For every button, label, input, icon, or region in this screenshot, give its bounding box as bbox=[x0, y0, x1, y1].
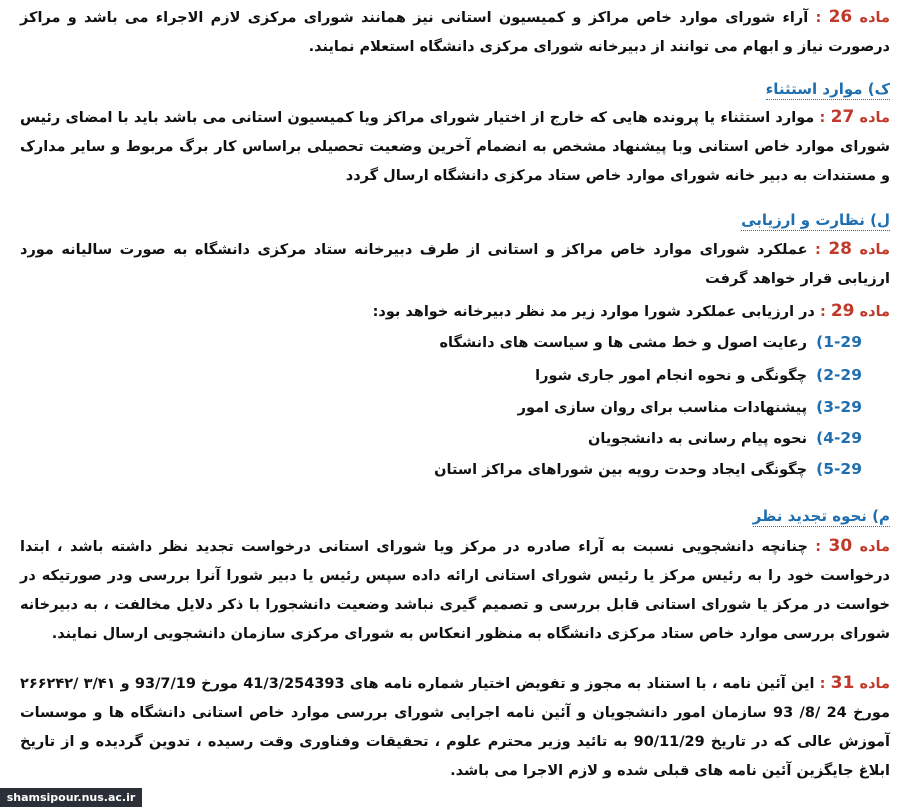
list-item bbox=[439, 329, 862, 356]
section-heading-k: ک) موارد استثناء bbox=[765, 80, 890, 98]
list-item-code: 2-29) bbox=[816, 366, 862, 384]
article-28-text: عملکرد شورای موارد خاص مراکز و استانی از طرف دبیرخانه ستاد مرکزی دانشگاه به صورت سالیانه مورد ارزیابی قرار خواهد گرفت bbox=[20, 242, 890, 287]
section-heading-l: ل) نظارت و ارزیابی bbox=[741, 211, 890, 229]
article-27 bbox=[20, 103, 890, 191]
list-item-text: نحوه پیام رسانی به دانشجویان bbox=[588, 431, 808, 447]
article-30-label: ماده 30 : bbox=[815, 536, 890, 556]
article-29-label: ماده 29 : bbox=[819, 301, 890, 321]
list-item-code: 1-29) bbox=[816, 333, 862, 351]
article-29-text: در ارزیابی عملکرد شورا موارد زیر مد نظر دبیرخانه خواهد بود: bbox=[372, 304, 815, 320]
article-30-text: چنانچه دانشجویی نسبت به آراء صادره در مرکز ویا شورای استانی درخواست تجدید نظر داشته باشد ، ابتدا درخواست خود را به رئیس مرکز یا رئیس شورای استانی ارائه داده سپس رئیس یا دبیر شورا آنرا بررسی ودر صورتیکه در خواست در مرکز یا شورای استانی قابل بررسی و تصمیم گیری نباشد وضعیت دانشجورا با ذکر دلایل مخالفت ، به دبیرخانه شورای بررسی موارد خاص ستاد مرکزی دانشگاه به منظور انعکاس به شورای مرکزی سازمان دانشجویی ارسال نمایند. bbox=[20, 539, 890, 642]
list-item-text: چگونگی و نحوه انجام امور جاری شورا bbox=[535, 368, 808, 384]
article-26-label: ماده 26 : bbox=[815, 7, 890, 27]
article-31-text: این آئین نامه ، با استناد به مجوز و تفویض اختیار شماره نامه های 41/3/254393 مورخ 93/7/19 و ۳/۴۱ /۲۶۶۲۴۲ مورخ 24 /8/ 93 سازمان امور دانشجویان و آئین نامه اجرایی شورای بررسی موارد خاص استانی دانشگاه ها و موسسات آموزش عالی که در تاریخ 90/11/29 به تائید وزیر محترم علوم ، تحقیقات وفناوری وقت رسیده ، تدوین گردیده و از تاریخ ابلاغ جایگزین آئین نامه های قبلی شده و لازم الاجرا می باشد. bbox=[20, 676, 890, 779]
article-28-label: ماده 28 : bbox=[815, 239, 890, 259]
list-item-code: 3-29) bbox=[816, 398, 862, 416]
article-26 bbox=[20, 3, 890, 62]
site-url-link[interactable]: shamsipour.nus.ac.ir bbox=[0, 788, 142, 807]
article-27-label: ماده 27 : bbox=[819, 107, 890, 127]
list-item-code: 4-29) bbox=[816, 429, 862, 447]
list-item bbox=[434, 456, 862, 483]
article-27-text: موارد استثناء یا پرونده هایی که خارج از اختیار شورای مراکز ویا کمیسیون استانی می باشد باید با امضای رئیس شورای موارد خاص استانی وبا پیشنهاد مشخص به انضمام آخرین وضعیت تحصیلی براساس کار برگ مربوط و سایر مدارک و مستندات به دبیر خانه شورای موارد خاص ستاد مرکزی دانشگاه ارسال گردد bbox=[20, 110, 890, 184]
article-31-label: ماده 31 : bbox=[819, 673, 890, 693]
article-26-text: آراء شورای موارد خاص مراکز و کمیسیون استانی نیز همانند شورای مرکزی لازم الاجراء می باشد و مراکز درصورت نیاز و ابهام می توانند از دبیرخانه شورای مرکزی دانشگاه استعلام نمایند. bbox=[20, 10, 890, 55]
article-31 bbox=[20, 669, 890, 786]
article-29 bbox=[20, 297, 890, 327]
section-heading-m: م) نحوه تجدید نظر bbox=[752, 507, 890, 525]
list-item-text: پیشنهادات مناسب برای روان سازی امور bbox=[517, 400, 808, 416]
list-item bbox=[518, 394, 862, 421]
list-item bbox=[535, 362, 862, 389]
list-item-code: 5-29) bbox=[816, 460, 862, 478]
article-28 bbox=[20, 235, 890, 294]
list-item-text: چگونگی ایجاد وحدت رویه بین شوراهای مراکز استان bbox=[434, 462, 808, 478]
article-30 bbox=[20, 532, 890, 649]
list-item bbox=[588, 425, 862, 452]
list-item-text: رعایت اصول و خط مشی ها و سیاست های دانشگاه bbox=[439, 335, 808, 351]
